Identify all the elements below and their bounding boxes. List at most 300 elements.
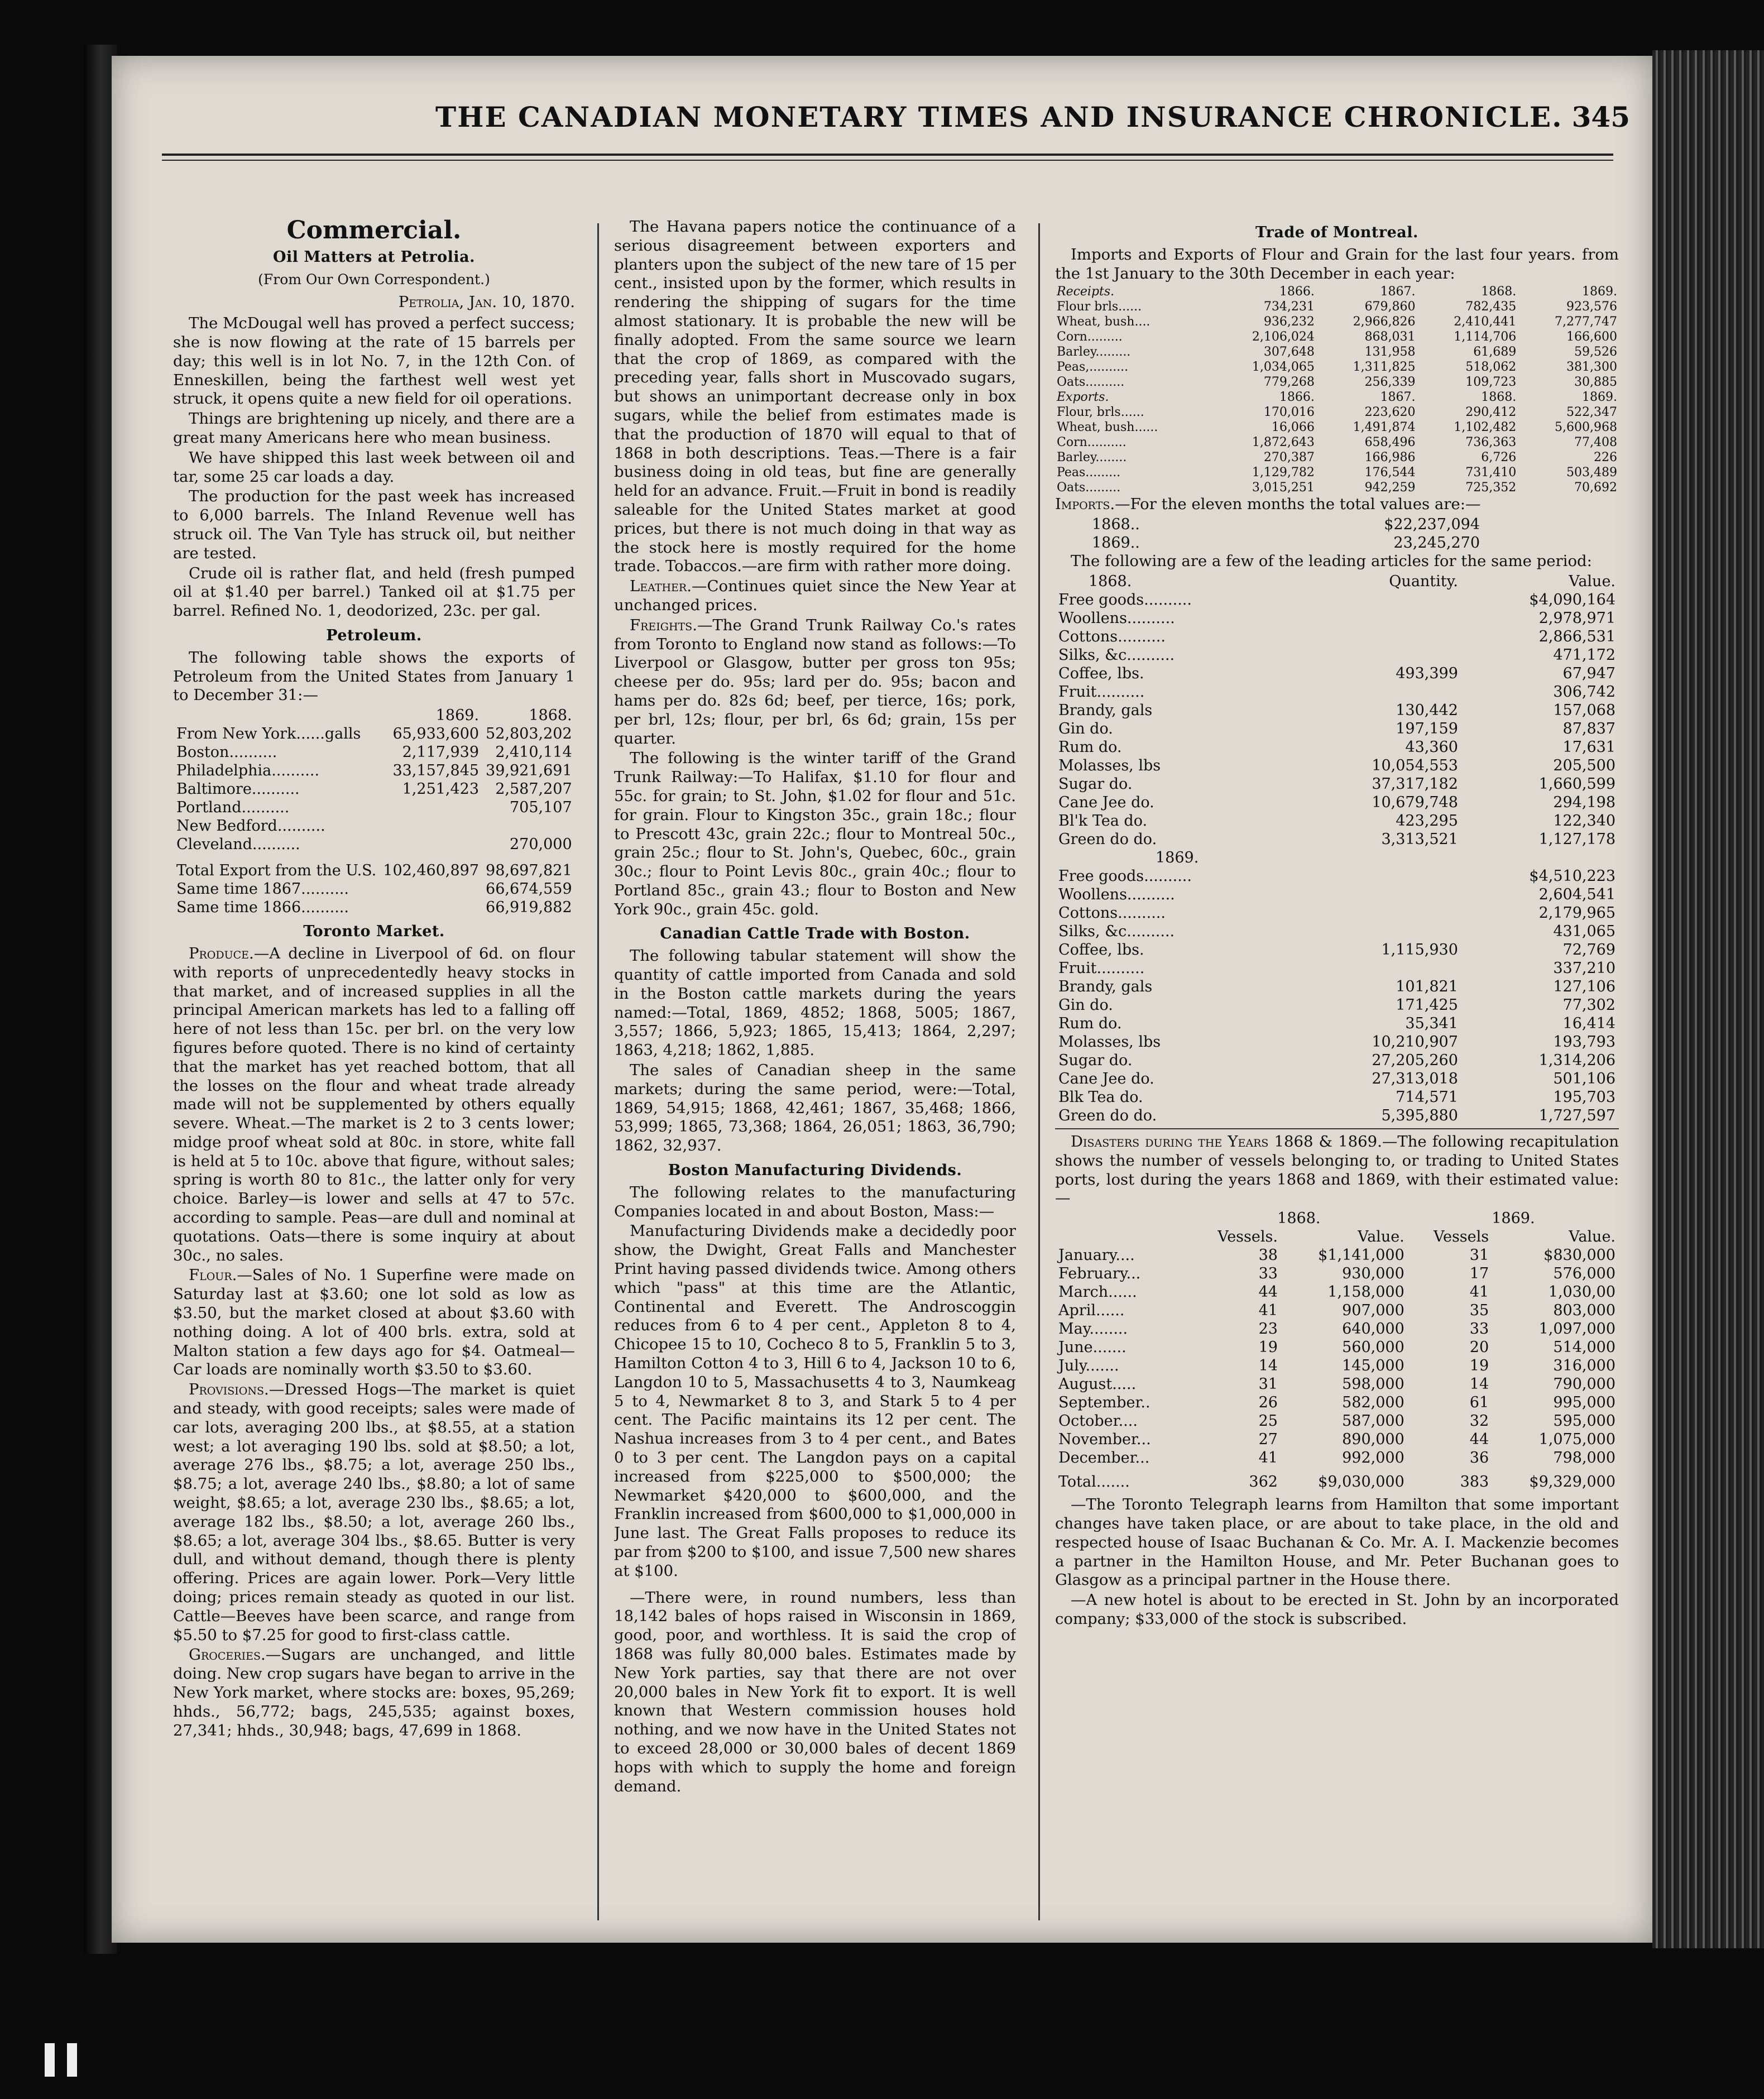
table-row	[1055, 1357, 1619, 1375]
column-header: Vessels.	[1217, 1228, 1278, 1246]
paragraph-lead: Leather.	[630, 577, 692, 596]
cell-value: 36	[1469, 1449, 1489, 1467]
cell-value: 2,179,965	[1538, 904, 1616, 922]
table-row	[1055, 1449, 1619, 1467]
cell-value: 1,127,178	[1538, 830, 1616, 848]
table-row	[1055, 1264, 1619, 1283]
cell-value: 731,410	[1465, 466, 1517, 480]
oil-byline: (From Our Own Correspondent.)	[258, 271, 490, 287]
table-row	[1055, 627, 1619, 646]
paragraph-body: —The Grand Trunk Railway Co.'s rates from Toronto to England now stand as follows:—To Liverpool or Glasgow, butter per gross ton 95s; cheese per do. 95s; lard per do. 95s; bacon and hams per do. 82s 6d; beef, per tierce, 16s; pork, per brl, 12s; flour, per brl, 6s 6d; grain, 15s per quarter.	[614, 616, 1016, 747]
cell-value: 2,410,441	[1454, 315, 1517, 329]
table-row	[1055, 683, 1619, 701]
row-label: Fruit..........	[1058, 959, 1145, 977]
cell-value: $9,030,000	[1318, 1473, 1405, 1491]
cell-value: 383	[1460, 1473, 1489, 1491]
cell-value	[1304, 904, 1461, 922]
table-row	[1055, 904, 1619, 922]
cell-value: 59,526	[1574, 345, 1617, 360]
cell-value: 130,442	[1396, 701, 1458, 719]
cell-value: 679,860	[1364, 300, 1416, 314]
column-header: 1867.	[1380, 285, 1416, 299]
cell-value: 1,660,599	[1538, 775, 1616, 793]
cell-value: 2,410,114	[495, 744, 572, 761]
cell-value: 1,034,065	[1252, 360, 1315, 375]
table-row	[1055, 756, 1619, 775]
row-label: Corn.........	[1057, 330, 1123, 344]
row-label: Silks, &c..........	[1058, 922, 1175, 940]
table-row	[1055, 344, 1619, 360]
cell-value: 1,075,000	[1538, 1431, 1616, 1449]
cell-value: 176,544	[1364, 466, 1416, 480]
telegraph-paragraph: —The Toronto Telegraph learns from Hamilton that some important changes have taken place, or are about to take place, in the old and respected house of Isaac Buchanan & Co. Mr. A. I. Mackenzie becomes a partner in the Hamilton House, and Mr. Peter Buchanan goes to Glasgow as a principal partner in the House there.	[1055, 1496, 1619, 1589]
table-row	[1055, 450, 1619, 465]
total-row	[173, 861, 575, 880]
table-header-row	[1055, 284, 1619, 299]
table-row	[1055, 405, 1619, 420]
cell-value: 1,727,597	[1538, 1106, 1616, 1124]
film-mark	[45, 2043, 55, 2077]
cell-value: $9,329,000	[1529, 1473, 1616, 1491]
cell-value: 2,866,531	[1538, 627, 1616, 645]
cell-value: 226	[1594, 451, 1617, 465]
cell-value: 1,158,000	[1327, 1283, 1405, 1301]
row-label: Woollens..........	[1058, 609, 1175, 627]
cell-value: 157,068	[1553, 701, 1616, 719]
row-label: Oats..........	[1057, 375, 1125, 390]
cell-value: 131,958	[1364, 345, 1416, 360]
cell-value	[1304, 885, 1461, 904]
column-1	[173, 218, 575, 1926]
table-row	[1055, 329, 1619, 344]
cell-value: 640,000	[1342, 1320, 1405, 1338]
row-label: June.......	[1058, 1339, 1127, 1357]
cell-value: $1,141,000	[1318, 1247, 1405, 1264]
table-row	[1055, 1106, 1619, 1125]
table-row	[1055, 738, 1619, 756]
row-label: Wheat, bush......	[1057, 420, 1158, 435]
cell-value: 734,231	[1263, 300, 1315, 314]
table-row	[1055, 867, 1619, 885]
row-label: February...	[1058, 1265, 1141, 1283]
cell-value: 658,496	[1364, 435, 1416, 450]
cell-value: 19	[1258, 1339, 1278, 1357]
row-label: Gin do.	[1058, 720, 1113, 737]
row-label: Total Export from the U.S.	[176, 862, 377, 880]
cell-value: 522,347	[1566, 405, 1617, 420]
row-label: Coffee, lbs.	[1058, 941, 1144, 959]
cell-value: 31	[1258, 1376, 1278, 1393]
table-row	[1055, 793, 1619, 812]
table-header-row	[1055, 1209, 1619, 1228]
cell-value: 431,065	[1553, 922, 1616, 940]
table-row	[1055, 465, 1619, 480]
row-label: Green do do.	[1058, 1106, 1157, 1124]
cell-value: 166,986	[1364, 451, 1416, 465]
table-row	[1055, 1051, 1619, 1070]
row-label: Corn..........	[1057, 435, 1127, 450]
cell-value: 936,232	[1263, 315, 1315, 329]
cell-value: 10,210,907	[1372, 1033, 1458, 1051]
sheep-paragraph: The sales of Canadian sheep in the same markets; during the same period, were:—Total, 1869, 54,915; 1868, 42,461; 1867, 35,468; 1866, 53,999; 1865, 73,368; 1864, 26,051; 1863, 36,790; 1862, 32,937.	[614, 1061, 1016, 1155]
cell-value: 3,313,521	[1381, 830, 1458, 848]
articles-table	[1055, 572, 1619, 1125]
produce-paragraph	[173, 945, 575, 1266]
row-label: May........	[1058, 1320, 1128, 1338]
articles-intro: The following are a few of the leading articles for the same period:	[1071, 552, 1592, 571]
cell-value: 61,689	[1473, 345, 1517, 360]
cell-value: 868,031	[1364, 330, 1416, 344]
cell-value: 1,030,00	[1548, 1283, 1616, 1301]
cell-value: 43,360	[1405, 738, 1458, 756]
cell-value: 503,489	[1566, 466, 1617, 480]
table-row	[1055, 701, 1619, 720]
table-row	[1055, 849, 1619, 867]
cell-value: 14	[1258, 1357, 1278, 1375]
cell-value: 193,793	[1553, 1033, 1616, 1051]
cell-value: 930,000	[1342, 1265, 1405, 1283]
cell-value: 779,268	[1263, 375, 1315, 390]
petroleum-table	[173, 706, 575, 917]
oil-paragraph: Crude oil is rather flat, and held (fresh pumped oil at $1.40 per barrel.) Tanked oil at $1.75 per barrel. Refined No. 1, deodorized, 23c. per gal.	[173, 564, 575, 620]
paragraph-body: —Sales of No. 1 Superfine were made on Saturday last at $3.60; one lot sold as low as $3.50, but the market closed at about $3.60 with nothing doing. A lot of 400 brls. extra, sold at Malton station a few days ago for $4. Oatmeal—Car loads are nominally worth $3.50 to $3.60.	[173, 1266, 575, 1379]
row-label: Gin do.	[1058, 996, 1113, 1014]
paragraph-body: —A decline in Liverpool of 6d. on flour with reports of unprecedentedly heavy stocks in that market, and of increased supplies in all the principal American markets has led to a falling off here of not less than 15c. per brl. on the very low figures before quoted. There is no kind of certainty that the market has yet reached bottom, that all the losses on the flour and wheat trade already made will not be supplemented by others equally severe. Wheat.—The market is 2 to 3 cents lower; midge proof wheat sold at 80c. in store, white fall is held at 5 to 10c. above that figure, without sales; spring is worth 80 to 81c., the latter only for very choice. Barley—is lower and sells at 47 to 57c. according to sample. Peas—are dull and nominal at quotations. Oats—there is some inquiry at about 30c., no sales.	[173, 944, 575, 1264]
row-label: November...	[1058, 1431, 1151, 1449]
cell-value: 576,000	[1553, 1265, 1616, 1283]
cell-value: 307,648	[1263, 345, 1315, 360]
oil-paragraph: The McDougal well has proved a perfect success; she is now flowing at the rate of 15 barrels per day; this well is in lot No. 7, in the 12th Con. of Enneskillen, being the farthest well west yet struck, it opens quite a new field for oil operations.	[173, 314, 575, 408]
cell-value: 1,251,423	[402, 780, 480, 798]
row-label: Brandy, gals	[1058, 701, 1153, 719]
row-label: Peas.........	[1057, 466, 1121, 480]
cell-value: 127,106	[1553, 977, 1616, 995]
imports-totals-table	[1089, 515, 1483, 552]
cell-value: 890,000	[1342, 1431, 1405, 1449]
cell-value: 122,340	[1553, 812, 1616, 830]
oil-paragraph: Things are brightening up nicely, and there are a great many Americans here who mean business.	[173, 410, 575, 447]
table-row	[1055, 480, 1619, 495]
cell-value: 98,697,821	[486, 862, 572, 880]
cell-value: 337,210	[1553, 959, 1616, 977]
paragraph-lead: Produce.	[189, 944, 254, 962]
oil-paragraph: The production for the past week has increased to 6,000 barrels. The Inland Revenue well has struck oil. The Van Tyle has struck oil, but neither are tested.	[173, 487, 575, 562]
paragraph-lead: Provisions.	[189, 1381, 269, 1399]
header-rule	[162, 154, 1613, 156]
hotel-paragraph: —A new hotel is about to be erected in St. John by an incorporated company; $33,000 of the stock is subscribed.	[1055, 1591, 1619, 1628]
cell-value: 2,604,541	[1538, 885, 1616, 903]
table-row	[1055, 420, 1619, 435]
cell-value: 5,600,968	[1555, 420, 1617, 435]
cell-value: 27,313,018	[1372, 1070, 1458, 1087]
row-label: Boston..........	[176, 744, 277, 761]
boston-heading: Boston Manufacturing Dividends.	[668, 1162, 962, 1180]
row-label: 1868..	[1092, 516, 1140, 534]
cell-value: 41	[1258, 1449, 1278, 1467]
cell-value: 595,000	[1553, 1412, 1616, 1430]
publication-title: THE CANADIAN MONETARY TIMES AND INSURANCE CHRONICLE.	[435, 100, 1563, 133]
cell-value: 65,933,600	[392, 725, 480, 743]
row-label: Baltimore..........	[176, 780, 300, 798]
value-header: Value.	[1569, 572, 1616, 590]
row-label: Free goods..........	[1058, 591, 1192, 608]
oil-dateline: Petrolia, Jan. 10, 1870.	[398, 293, 575, 312]
cell-value: 290,412	[1465, 405, 1517, 420]
table-row	[1055, 775, 1619, 793]
cell-value: 14	[1469, 1376, 1489, 1393]
film-marks	[0, 2004, 112, 2099]
cell-value: 316,000	[1553, 1357, 1616, 1375]
disasters-table	[1055, 1209, 1619, 1491]
montreal-intro: Imports and Exports of Flour and Grain for the last four years. from the 1st January to the 30th December in each year:	[1055, 245, 1619, 282]
column-header: 1866.	[1279, 285, 1315, 299]
cell-value	[1304, 959, 1461, 977]
cell-value: 145,000	[1342, 1357, 1405, 1375]
cell-value: 10,679,748	[1372, 793, 1458, 811]
row-label: From New York......galls	[176, 725, 361, 743]
cell-value: 23,245,270	[1393, 534, 1480, 552]
row-label: Total.......	[1058, 1473, 1130, 1491]
film-mark	[67, 2043, 77, 2077]
divider	[1055, 1128, 1619, 1129]
column-header: 1866.	[1279, 390, 1315, 405]
cell-value	[380, 817, 482, 835]
column-header: Vessels	[1433, 1228, 1489, 1246]
cell-value: 942,259	[1364, 481, 1416, 495]
cell-value: 52,803,202	[486, 725, 572, 743]
row-label: Blk Tea do.	[1058, 1088, 1143, 1106]
row-label: Same time 1866..........	[176, 899, 349, 917]
cell-value: 2,978,971	[1538, 609, 1616, 627]
table-row	[1055, 1393, 1619, 1412]
cell-value	[380, 835, 482, 854]
column-header: Value.	[1358, 1228, 1405, 1246]
cell-value: 1,311,825	[1353, 360, 1416, 375]
cell-value: 19	[1469, 1357, 1489, 1375]
row-label: Cottons..........	[1058, 627, 1166, 645]
row-label: Barley........	[1057, 451, 1127, 465]
cell-value	[1304, 627, 1461, 646]
table-row	[1055, 435, 1619, 450]
paragraph-lead: Freights.	[630, 616, 697, 634]
table-row	[1089, 515, 1483, 534]
header-rule-thin	[162, 160, 1613, 161]
oil-paragraph: We have shipped this last week between oil and tar, some 25 car loads a day.	[173, 448, 575, 486]
cell-value: 32	[1469, 1412, 1489, 1430]
cell-value: 7,277,747	[1555, 315, 1617, 329]
cell-value: 2,966,826	[1353, 315, 1416, 329]
total-row	[173, 898, 575, 917]
row-label: Cane Jee do.	[1058, 793, 1154, 811]
row-label: Green do do.	[1058, 830, 1157, 848]
table-header-row	[173, 706, 575, 725]
table-row	[1055, 830, 1619, 849]
cell-value: 1,115,930	[1381, 941, 1458, 959]
cell-value: 77,302	[1562, 996, 1616, 1014]
row-label: December...	[1058, 1449, 1150, 1467]
column-header: Value.	[1569, 1228, 1616, 1246]
column-header: Receipts.	[1057, 285, 1115, 299]
table-header-row	[1055, 572, 1619, 591]
year-header: 1868.	[1089, 572, 1132, 590]
cell-value: 37,317,182	[1372, 775, 1458, 793]
table-row	[173, 798, 575, 817]
cell-value: 992,000	[1342, 1449, 1405, 1467]
cell-value: 587,000	[1342, 1412, 1405, 1430]
page-edges	[1652, 50, 1764, 1948]
paragraph-body: —Continues quiet since the New Year at unchanged prices.	[614, 577, 1016, 614]
table-row	[1055, 720, 1619, 738]
row-label: Silks, &c..........	[1058, 646, 1175, 664]
table-row	[1055, 609, 1619, 627]
table-row	[1055, 646, 1619, 664]
table-row	[1055, 1070, 1619, 1088]
cell-value: 518,062	[1465, 360, 1517, 375]
table-row	[1055, 1412, 1619, 1430]
table-row	[1055, 1283, 1619, 1301]
table-row	[1055, 959, 1619, 977]
cell-value: $830,000	[1544, 1247, 1616, 1264]
cell-value: 790,000	[1553, 1376, 1616, 1393]
cell-value: 72,769	[1562, 941, 1616, 959]
hops-paragraph: —There were, in round numbers, less than 18,142 bales of hops raised in Wisconsin in 1869, good, poor, and worthless. It is said the crop of 1868 was fully 80,000 bales. Estimates made by New York parties, say that there are not over 20,000 bales in New York fit to export. It is well known that Western commission houses hold nothing, and we now have in the United States not to exceed 28,000 or 30,000 bales of decent 1869 hops with which to supply the home and foreign demand.	[614, 1588, 1016, 1795]
table-row	[1089, 534, 1483, 552]
cell-value: 33,157,845	[392, 762, 480, 780]
cell-value: 101,821	[1396, 977, 1458, 995]
row-label: Sugar do.	[1058, 1051, 1133, 1069]
cell-value: 493,399	[1396, 664, 1458, 682]
paragraph-body: —Dressed Hogs—The market is quiet and steady, with good receipts; sales were made of car lots, averaging 200 lbs., at $8.55, at a station west; a lot averaging 190 lbs. sold at $8.50; a lot, average 276 lbs., $8.75; a lot, average 250 lbs., $8.75; a lot, average 240 lbs., $8.80; a lot of same weight, $8.65; a lot, average 230 lbs., $8.65; a lot, average 182 lbs., $8.50; a lot, average 260 lbs., $8.65; a lot, average 304 lbs., $8.65. Butter is very dull, and without demand, though there is plenty offering. Prices are again lower. Pork—Very little doing; prices remain steady as quoted in our list. Cattle—Beeves have been scarce, and range from $5.50 to $7.25 for good to first-class cattle.	[173, 1381, 575, 1644]
row-label: New Bedford..........	[176, 817, 325, 835]
cell-value: 3,015,251	[1252, 481, 1315, 495]
row-label: Rum do.	[1058, 738, 1122, 756]
cell-value: 294,198	[1553, 793, 1616, 811]
column-rule-1	[597, 223, 599, 1920]
cell-value	[1304, 646, 1461, 664]
freights-paragraph	[614, 616, 1016, 749]
column-header: 1869.	[1582, 390, 1617, 405]
havana-paragraph: The Havana papers notice the continuance of a serious disagreement between exporters and planters upon the subject of the new tare of 15 per cent., insisted upon by the former, which results in rendering the shipping of sugars for the time almost stationary. It is probable the new will be finally adopted. From the same source we learn that the crop of 1869, as compared with the preceding year, falls short in Muscovado sugars, but shows an unimportant decrease only in box sugars, while the belief from estimates made is that the production of 1870 will equal to that of 1868 in both descriptions. Teas.—There is a fair business doing in old teas, but fine are generally held for an advance. Fruit.—Fruit in bond is readily saleable for the United States market at good prices, but there is not much doing in that way as the stock here is mostly required for the home trade. Tobaccos.—are firm with rather more doing.	[614, 218, 1016, 576]
row-label: April......	[1058, 1302, 1125, 1320]
cell-value: 705,107	[509, 799, 572, 817]
cell-value: 223,620	[1364, 405, 1416, 420]
cell-value: 25	[1258, 1412, 1278, 1430]
column-rule-2	[1038, 223, 1040, 1920]
cell-value: 38	[1258, 1247, 1278, 1264]
cell-value: 166,600	[1566, 330, 1617, 344]
row-label: Brandy, gals	[1058, 977, 1153, 995]
row-label: Cane Jee do.	[1058, 1070, 1154, 1087]
table-row	[173, 743, 575, 761]
row-label: Oats.........	[1057, 481, 1121, 495]
row-label: Rum do.	[1058, 1014, 1122, 1032]
cell-value: 27	[1258, 1431, 1278, 1449]
paragraph-body: —For the eleven months the total values are:—	[1115, 495, 1481, 514]
quantity-header: Quantity.	[1389, 572, 1458, 590]
page-number: 345	[1571, 100, 1630, 133]
flour-paragraph	[173, 1266, 575, 1379]
cell-value: 501,106	[1553, 1070, 1616, 1087]
table-row	[1055, 299, 1619, 314]
cell-value: 66,919,882	[486, 899, 572, 917]
cell-value: 41	[1258, 1302, 1278, 1320]
petroleum-heading: Petroleum.	[326, 626, 422, 644]
paragraph-lead: Disasters during the Years 1868 & 1869.	[1071, 1132, 1382, 1151]
row-label: Cottons..........	[1058, 904, 1166, 922]
row-label: Flour, brls......	[1057, 405, 1144, 420]
table-row	[1055, 977, 1619, 996]
table-row	[1055, 1375, 1619, 1393]
cell-value: 109,723	[1465, 375, 1517, 390]
row-label: Flour brls......	[1057, 300, 1142, 314]
oil-heading: Oil Matters at Petrolia.	[273, 248, 475, 266]
cell-value: 27,205,260	[1372, 1051, 1458, 1069]
table-row	[1055, 1338, 1619, 1357]
cell-value: 102,460,897	[383, 862, 480, 880]
cell-value: 1,491,874	[1353, 420, 1416, 435]
cell-value: 23	[1258, 1320, 1278, 1338]
column-3	[1055, 218, 1619, 1926]
cell-value: 17,631	[1562, 738, 1616, 756]
cell-value: 16,414	[1562, 1014, 1616, 1032]
paragraph-body: —Sugars are unchanged, and little doing. New crop sugars have began to arrive in the New York market, where stocks are: boxes, 95,269; hhds., 56,772; bags, 245,535; against boxes, 27,341; hhds., 30,948; bags, 47,699 in 1868.	[173, 1646, 575, 1739]
cell-value	[1304, 683, 1461, 701]
total-row	[1055, 1473, 1619, 1491]
imports-note	[1055, 495, 1619, 514]
cell-value	[380, 880, 482, 898]
cell-value: 35	[1469, 1302, 1489, 1320]
cell-value: $4,510,223	[1529, 867, 1616, 885]
cell-value: 197,159	[1396, 720, 1458, 737]
cell-value: 66,674,559	[486, 880, 572, 898]
leather-paragraph	[614, 577, 1016, 615]
cell-value: 1,872,643	[1252, 435, 1315, 450]
cell-value: 20	[1469, 1339, 1489, 1357]
cell-value: 1,102,482	[1454, 420, 1517, 435]
disasters-paragraph	[1055, 1133, 1619, 1208]
row-label: 1869..	[1092, 534, 1140, 552]
cell-value	[1304, 867, 1461, 885]
year-header: 1869.	[1156, 849, 1199, 866]
row-label: Fruit..........	[1058, 683, 1145, 701]
cell-value: 33	[1258, 1265, 1278, 1283]
table-header-row	[1055, 390, 1619, 405]
receipts-table	[1055, 284, 1619, 495]
row-label: January....	[1058, 1247, 1135, 1264]
table-row	[1055, 812, 1619, 830]
cell-value: 2,117,939	[402, 744, 480, 761]
cell-value: 77,408	[1574, 435, 1617, 450]
cell-value: 803,000	[1553, 1302, 1616, 1320]
cell-value: 714,571	[1396, 1088, 1458, 1106]
cell-value	[380, 898, 482, 917]
cell-value: 31	[1469, 1247, 1489, 1264]
cattle-paragraph: The following tabular statement will show the quantity of cattle imported from Canada and sold in the Boston cattle markets during the years named:—Total, 1869, 4852; 1868, 5005; 1867, 3,557; 1866, 5,923; 1865, 15,413; 1864, 2,297; 1863, 4,218; 1862, 1,885.	[614, 947, 1016, 1060]
row-label: Barley.........	[1057, 345, 1131, 360]
column-header: 1869.	[1582, 285, 1617, 299]
cell-value: 306,742	[1553, 683, 1616, 701]
table-row	[1055, 1014, 1619, 1033]
cell-value: 171,425	[1396, 996, 1458, 1014]
cell-value: 270,387	[1263, 451, 1315, 465]
cell-value: 381,300	[1566, 360, 1617, 375]
table-row	[173, 725, 575, 743]
table-row	[1055, 375, 1619, 390]
cell-value: 70,692	[1574, 481, 1617, 495]
cell-value: 798,000	[1553, 1449, 1616, 1467]
cell-value: 30,885	[1574, 375, 1617, 390]
column-header: 1868.	[1481, 285, 1517, 299]
